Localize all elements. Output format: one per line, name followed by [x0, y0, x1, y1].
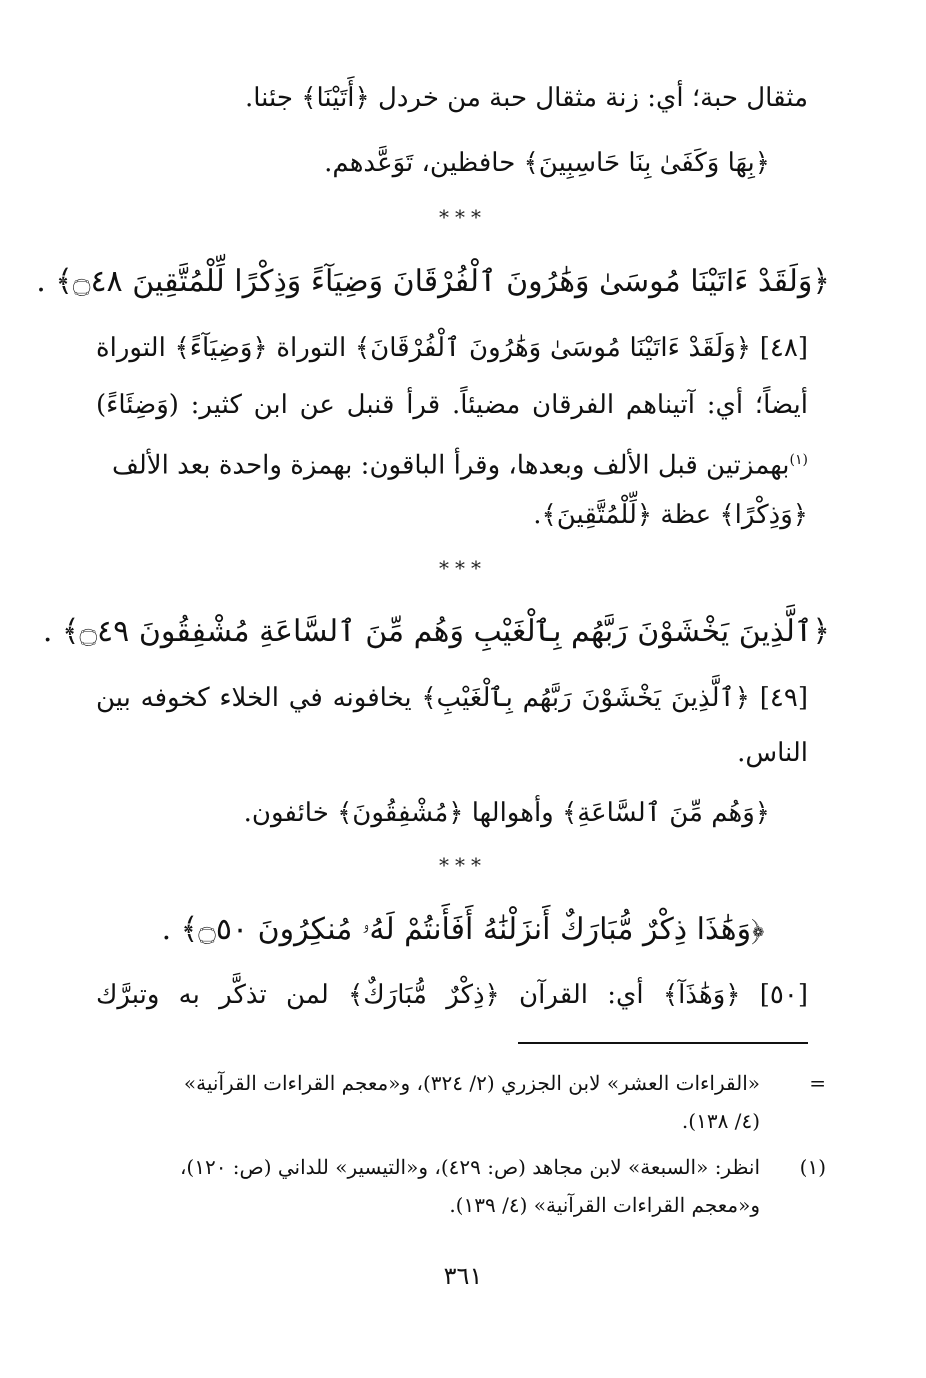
commentary-50-line: [٥٠] ﴿وَهَٰذَآ﴾ أي: القرآن ﴿ذِكْرٌ مُّبَارَكٌ﴾ لمن تذكَّر به وتبرَّك: [96, 980, 808, 1010]
text-line: مثقال حبة؛ أي: زنة مثقال حبة من خردل ﴿أَتَيْنَا﴾ جئنا.: [245, 83, 808, 113]
footnote-line: انظر: «السبعة» لابن مجاهد (ص: ٤٢٩)، و«التيسير» للداني (ص: ١٢٠)،: [179, 1155, 760, 1179]
text-line: ﴿بِهَا وَكَفَىٰ بِنَا حَاسِبِينَ﴾ حافظين، تَوَعَّدهم.: [324, 148, 770, 178]
footnote-line: و«معجم القراءات القرآنية» (٤/ ١٣٩).: [449, 1193, 760, 1217]
footnote-line: «القراءات العشر» لابن الجزري (٢/ ٣٢٤)، و«معجم القراءات القرآنية»: [183, 1071, 760, 1095]
footnote-ref[interactable]: (١): [789, 452, 808, 468]
verse-49: ﴿ٱلَّذِينَ يَخْشَوْنَ رَبَّهُم بِٱلْغَيْبِ وَهُم مِّنَ ٱلسَّاعَةِ مُشْفِقُونَ ۝٤٩﴾ .: [42, 614, 830, 649]
section-separator: ***: [439, 556, 487, 580]
commentary-49-line: ﴿وَهُم مِّنَ ٱلسَّاعَةِ﴾ وأهوالها ﴿مُشْفِقُونَ﴾ خائفون.: [243, 798, 770, 828]
verse-48: ﴿وَلَقَدْ ءَاتَيْنَا مُوسَىٰ وَهَٰرُونَ ٱلْفُرْقَانَ وَضِيَآءً وَذِكْرًا لِّلْمُتَّقِينَ ۝٤٨﴾ .: [36, 264, 830, 299]
commentary-48-line: [96, 440, 808, 486]
page-number: ٣٦١: [443, 1262, 483, 1290]
commentary-text: بهمزتين قبل الألف وبعدها، وقرأ الباقون: بهمزة واحدة بعد الألف: [111, 450, 790, 481]
commentary-49-line: [٤٩] ﴿ٱلَّذِينَ يَخْشَوْنَ رَبَّهُم بِٱلْغَيْبِ﴾ يخافونه في الخلاء كخوفه بين: [96, 683, 808, 713]
verse-50: ﴿وَهَٰذَا ذِكْرٌ مُّبَارَكٌ أَنزَلْنَٰهُ أَفَأَنتُمْ لَهُۥ مُنكِرُونَ ۝٥٠﴾ .: [161, 912, 765, 947]
section-separator: ***: [439, 205, 487, 229]
commentary-49-line: الناس.: [737, 738, 808, 768]
commentary-48-line: ﴿وَذِكْرًا﴾ عظة ﴿لِّلْمُتَّقِينَ﴾.: [533, 500, 808, 530]
commentary-48-line: [٤٨] ﴿وَلَقَدْ ءَاتَيْنَا مُوسَىٰ وَهَٰرُونَ ٱلْفُرْقَانَ﴾ التوراة ﴿وَضِيَآءً﴾ التوراة: [96, 333, 808, 363]
footnote-divider: [518, 1042, 808, 1044]
section-separator: ***: [439, 853, 487, 877]
commentary-48-line: أيضاً؛ أي: آتيناهم الفرقان مضيئاً. قرأ قنبل عن ابن كثير: (وَضِئَاءً): [96, 390, 808, 420]
footnote-line: (٤/ ١٣٨).: [681, 1109, 760, 1133]
footnote-number: (١): [799, 1155, 826, 1179]
footnote-continuation-mark: =: [809, 1071, 826, 1095]
